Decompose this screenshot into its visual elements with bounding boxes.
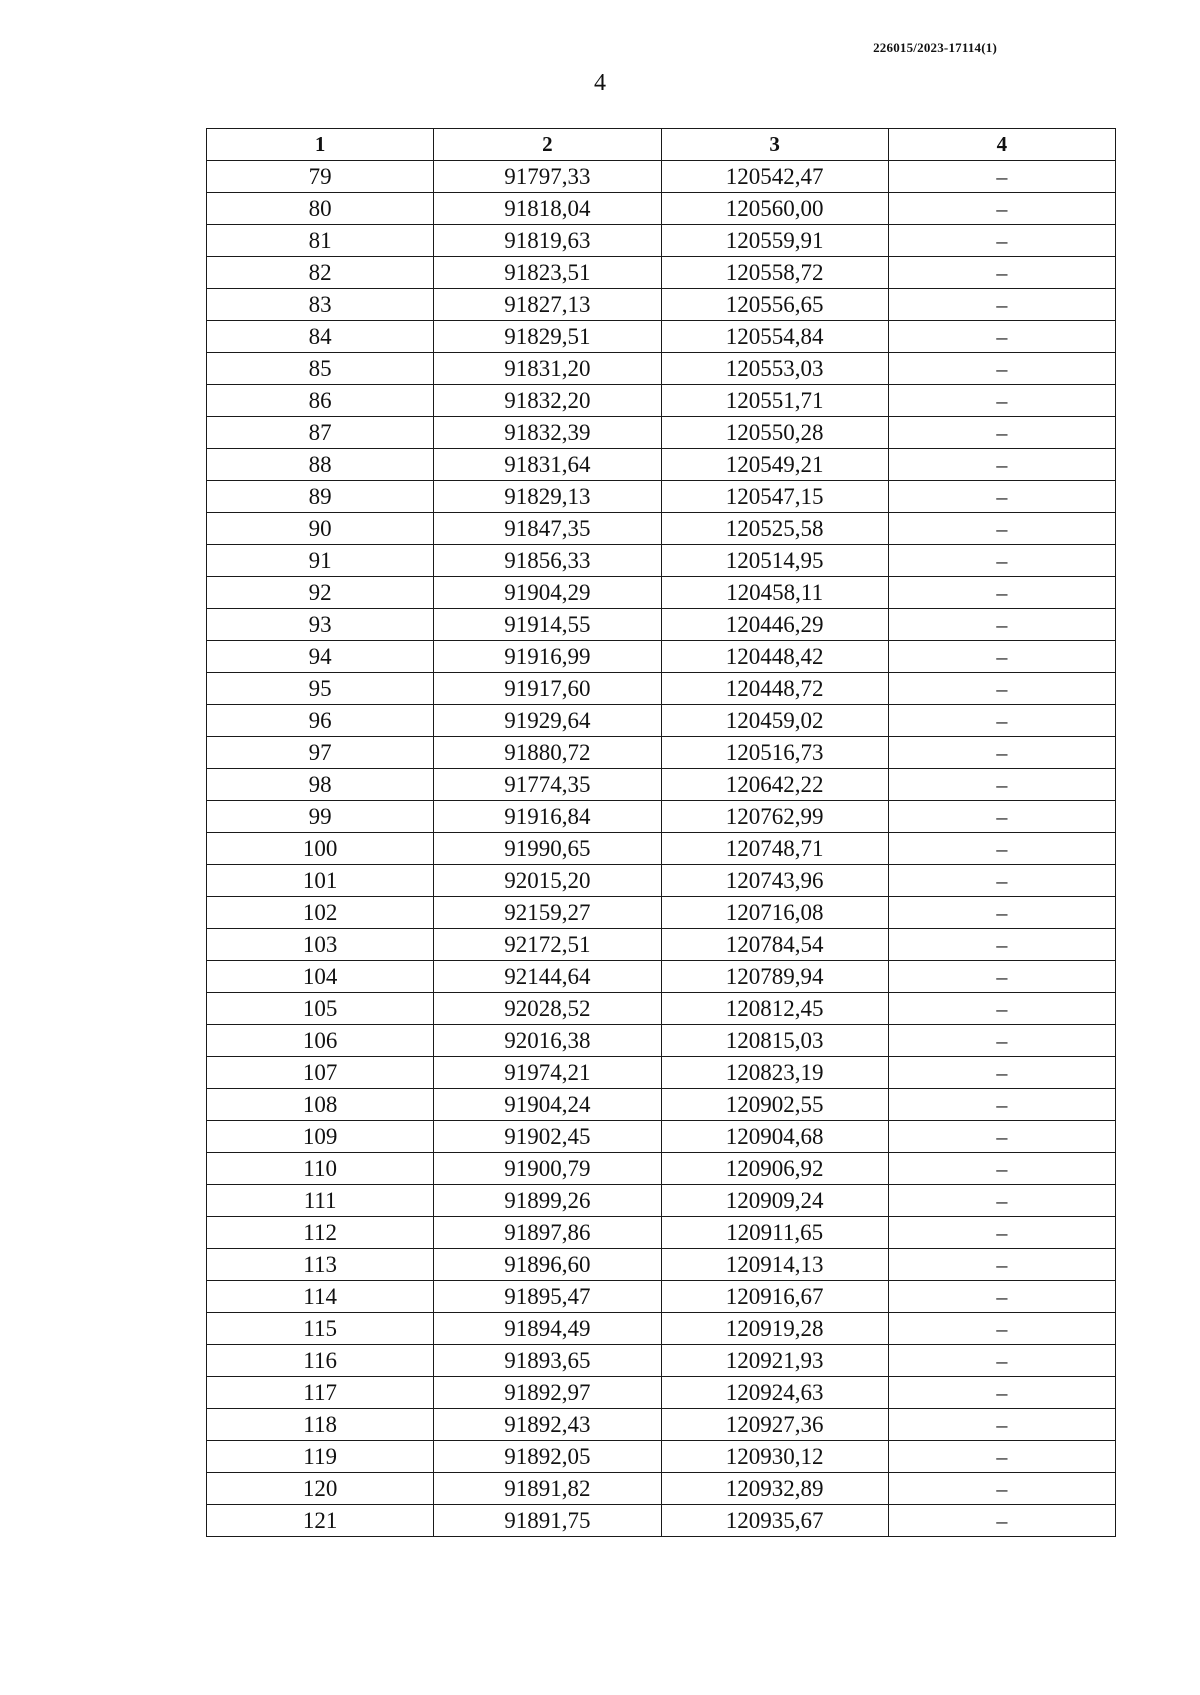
point-number-cell: 120 <box>207 1473 434 1505</box>
point-number-cell: 112 <box>207 1217 434 1249</box>
y-coordinate-cell: 120815,03 <box>661 1025 888 1057</box>
note-cell: – <box>888 513 1115 545</box>
x-coordinate-cell: 91917,60 <box>434 673 661 705</box>
x-coordinate-cell: 91892,43 <box>434 1409 661 1441</box>
y-coordinate-cell: 120560,00 <box>661 193 888 225</box>
note-cell: – <box>888 1313 1115 1345</box>
table-row <box>207 1505 1116 1537</box>
x-coordinate-cell: 91929,64 <box>434 705 661 737</box>
x-coordinate-cell: 91829,13 <box>434 481 661 513</box>
y-coordinate-cell: 120448,42 <box>661 641 888 673</box>
x-coordinate-cell: 91831,20 <box>434 353 661 385</box>
x-coordinate-cell: 92016,38 <box>434 1025 661 1057</box>
table-row <box>207 225 1116 257</box>
point-number-cell: 114 <box>207 1281 434 1313</box>
y-coordinate-cell: 120553,03 <box>661 353 888 385</box>
table-row <box>207 993 1116 1025</box>
point-number-cell: 88 <box>207 449 434 481</box>
x-coordinate-cell: 92159,27 <box>434 897 661 929</box>
note-cell: – <box>888 1057 1115 1089</box>
x-coordinate-cell: 91829,51 <box>434 321 661 353</box>
y-coordinate-cell: 120459,02 <box>661 705 888 737</box>
note-cell: – <box>888 1345 1115 1377</box>
table-body <box>207 161 1116 1537</box>
x-coordinate-cell: 91897,86 <box>434 1217 661 1249</box>
table-row <box>207 1345 1116 1377</box>
note-cell: – <box>888 225 1115 257</box>
coordinates-table <box>206 128 1116 1537</box>
table-row <box>207 353 1116 385</box>
x-coordinate-cell: 91892,05 <box>434 1441 661 1473</box>
note-cell: – <box>888 769 1115 801</box>
note-cell: – <box>888 1217 1115 1249</box>
note-cell: – <box>888 1441 1115 1473</box>
point-number-cell: 101 <box>207 865 434 897</box>
point-number-cell: 96 <box>207 705 434 737</box>
x-coordinate-cell: 91916,84 <box>434 801 661 833</box>
x-coordinate-cell: 91974,21 <box>434 1057 661 1089</box>
x-coordinate-cell: 91895,47 <box>434 1281 661 1313</box>
table-header-row <box>207 129 1116 161</box>
x-coordinate-cell: 91900,79 <box>434 1153 661 1185</box>
y-coordinate-cell: 120935,67 <box>661 1505 888 1537</box>
x-coordinate-cell: 91832,20 <box>434 385 661 417</box>
point-number-cell: 99 <box>207 801 434 833</box>
point-number-cell: 105 <box>207 993 434 1025</box>
x-coordinate-cell: 91831,64 <box>434 449 661 481</box>
table-row <box>207 1025 1116 1057</box>
table-row <box>207 769 1116 801</box>
x-coordinate-cell: 91856,33 <box>434 545 661 577</box>
y-coordinate-cell: 120930,12 <box>661 1441 888 1473</box>
point-number-cell: 84 <box>207 321 434 353</box>
x-coordinate-cell: 91891,75 <box>434 1505 661 1537</box>
note-cell: – <box>888 961 1115 993</box>
y-coordinate-cell: 120762,99 <box>661 801 888 833</box>
table-row <box>207 513 1116 545</box>
point-number-cell: 91 <box>207 545 434 577</box>
x-coordinate-cell: 91818,04 <box>434 193 661 225</box>
column-header-4: 4 <box>888 129 1115 161</box>
table-row <box>207 321 1116 353</box>
note-cell: – <box>888 1025 1115 1057</box>
x-coordinate-cell: 91774,35 <box>434 769 661 801</box>
point-number-cell: 85 <box>207 353 434 385</box>
point-number-cell: 90 <box>207 513 434 545</box>
y-coordinate-cell: 120556,65 <box>661 289 888 321</box>
x-coordinate-cell: 91914,55 <box>434 609 661 641</box>
x-coordinate-cell: 91893,65 <box>434 1345 661 1377</box>
x-coordinate-cell: 91904,29 <box>434 577 661 609</box>
point-number-cell: 79 <box>207 161 434 193</box>
point-number-cell: 115 <box>207 1313 434 1345</box>
column-header-2: 2 <box>434 129 661 161</box>
x-coordinate-cell: 91904,24 <box>434 1089 661 1121</box>
y-coordinate-cell: 120823,19 <box>661 1057 888 1089</box>
point-number-cell: 119 <box>207 1441 434 1473</box>
note-cell: – <box>888 833 1115 865</box>
note-cell: – <box>888 897 1115 929</box>
y-coordinate-cell: 120902,55 <box>661 1089 888 1121</box>
y-coordinate-cell: 120906,92 <box>661 1153 888 1185</box>
x-coordinate-cell: 91819,63 <box>434 225 661 257</box>
table-row <box>207 673 1116 705</box>
table-row <box>207 1057 1116 1089</box>
y-coordinate-cell: 120549,21 <box>661 449 888 481</box>
note-cell: – <box>888 1153 1115 1185</box>
table-row <box>207 737 1116 769</box>
note-cell: – <box>888 737 1115 769</box>
point-number-cell: 111 <box>207 1185 434 1217</box>
y-coordinate-cell: 120914,13 <box>661 1249 888 1281</box>
note-cell: – <box>888 449 1115 481</box>
point-number-cell: 117 <box>207 1377 434 1409</box>
x-coordinate-cell: 92144,64 <box>434 961 661 993</box>
point-number-cell: 95 <box>207 673 434 705</box>
x-coordinate-cell: 91899,26 <box>434 1185 661 1217</box>
y-coordinate-cell: 120789,94 <box>661 961 888 993</box>
document-registration-number: 226015/2023-17114(1) <box>873 40 997 55</box>
column-header-3: 3 <box>661 129 888 161</box>
y-coordinate-cell: 120919,28 <box>661 1313 888 1345</box>
table-row <box>207 1153 1116 1185</box>
note-cell: – <box>888 1281 1115 1313</box>
point-number-cell: 103 <box>207 929 434 961</box>
point-number-cell: 89 <box>207 481 434 513</box>
y-coordinate-cell: 120558,72 <box>661 257 888 289</box>
table-row <box>207 385 1116 417</box>
x-coordinate-cell: 91902,45 <box>434 1121 661 1153</box>
note-cell: – <box>888 801 1115 833</box>
point-number-cell: 100 <box>207 833 434 865</box>
table-row <box>207 1281 1116 1313</box>
x-coordinate-cell: 91847,35 <box>434 513 661 545</box>
table-row <box>207 417 1116 449</box>
y-coordinate-cell: 120909,24 <box>661 1185 888 1217</box>
table-row <box>207 1121 1116 1153</box>
note-cell: – <box>888 1505 1115 1537</box>
table-row <box>207 865 1116 897</box>
y-coordinate-cell: 120551,71 <box>661 385 888 417</box>
table-row <box>207 929 1116 961</box>
note-cell: – <box>888 577 1115 609</box>
x-coordinate-cell: 91894,49 <box>434 1313 661 1345</box>
point-number-cell: 108 <box>207 1089 434 1121</box>
table-row <box>207 1409 1116 1441</box>
note-cell: – <box>888 641 1115 673</box>
note-cell: – <box>888 1473 1115 1505</box>
point-number-cell: 82 <box>207 257 434 289</box>
y-coordinate-cell: 120932,89 <box>661 1473 888 1505</box>
y-coordinate-cell: 120927,36 <box>661 1409 888 1441</box>
page-number: 4 <box>594 70 606 96</box>
note-cell: – <box>888 1377 1115 1409</box>
y-coordinate-cell: 120559,91 <box>661 225 888 257</box>
y-coordinate-cell: 120554,84 <box>661 321 888 353</box>
table-row <box>207 1377 1116 1409</box>
point-number-cell: 102 <box>207 897 434 929</box>
y-coordinate-cell: 120516,73 <box>661 737 888 769</box>
note-cell: – <box>888 865 1115 897</box>
note-cell: – <box>888 1089 1115 1121</box>
x-coordinate-cell: 91827,13 <box>434 289 661 321</box>
y-coordinate-cell: 120458,11 <box>661 577 888 609</box>
note-cell: – <box>888 1185 1115 1217</box>
y-coordinate-cell: 120448,72 <box>661 673 888 705</box>
x-coordinate-cell: 91823,51 <box>434 257 661 289</box>
point-number-cell: 106 <box>207 1025 434 1057</box>
note-cell: – <box>888 1249 1115 1281</box>
y-coordinate-cell: 120547,15 <box>661 481 888 513</box>
table-row <box>207 897 1116 929</box>
point-number-cell: 83 <box>207 289 434 321</box>
table-row <box>207 1313 1116 1345</box>
x-coordinate-cell: 91832,39 <box>434 417 661 449</box>
point-number-cell: 104 <box>207 961 434 993</box>
note-cell: – <box>888 321 1115 353</box>
table-row <box>207 481 1116 513</box>
note-cell: – <box>888 289 1115 321</box>
table-row <box>207 1185 1116 1217</box>
table-row <box>207 161 1116 193</box>
point-number-cell: 109 <box>207 1121 434 1153</box>
y-coordinate-cell: 120642,22 <box>661 769 888 801</box>
x-coordinate-cell: 91797,33 <box>434 161 661 193</box>
table-row <box>207 1217 1116 1249</box>
note-cell: – <box>888 161 1115 193</box>
x-coordinate-cell: 92028,52 <box>434 993 661 1025</box>
point-number-cell: 98 <box>207 769 434 801</box>
point-number-cell: 107 <box>207 1057 434 1089</box>
point-number-cell: 113 <box>207 1249 434 1281</box>
point-number-cell: 116 <box>207 1345 434 1377</box>
table-row <box>207 801 1116 833</box>
table-row <box>207 1473 1116 1505</box>
point-number-cell: 80 <box>207 193 434 225</box>
x-coordinate-cell: 92015,20 <box>434 865 661 897</box>
table-row <box>207 641 1116 673</box>
note-cell: – <box>888 673 1115 705</box>
point-number-cell: 92 <box>207 577 434 609</box>
point-number-cell: 110 <box>207 1153 434 1185</box>
x-coordinate-cell: 91892,97 <box>434 1377 661 1409</box>
y-coordinate-cell: 120921,93 <box>661 1345 888 1377</box>
x-coordinate-cell: 91990,65 <box>434 833 661 865</box>
note-cell: – <box>888 257 1115 289</box>
note-cell: – <box>888 929 1115 961</box>
table-row <box>207 1249 1116 1281</box>
y-coordinate-cell: 120525,58 <box>661 513 888 545</box>
y-coordinate-cell: 120916,67 <box>661 1281 888 1313</box>
table-row <box>207 961 1116 993</box>
table-row <box>207 609 1116 641</box>
point-number-cell: 93 <box>207 609 434 641</box>
note-cell: – <box>888 705 1115 737</box>
point-number-cell: 121 <box>207 1505 434 1537</box>
point-number-cell: 86 <box>207 385 434 417</box>
y-coordinate-cell: 120743,96 <box>661 865 888 897</box>
y-coordinate-cell: 120784,54 <box>661 929 888 961</box>
y-coordinate-cell: 120812,45 <box>661 993 888 1025</box>
y-coordinate-cell: 120748,71 <box>661 833 888 865</box>
table-row <box>207 1089 1116 1121</box>
y-coordinate-cell: 120911,65 <box>661 1217 888 1249</box>
y-coordinate-cell: 120924,63 <box>661 1377 888 1409</box>
table-row <box>207 257 1116 289</box>
note-cell: – <box>888 417 1115 449</box>
note-cell: – <box>888 1409 1115 1441</box>
note-cell: – <box>888 609 1115 641</box>
note-cell: – <box>888 545 1115 577</box>
point-number-cell: 97 <box>207 737 434 769</box>
y-coordinate-cell: 120514,95 <box>661 545 888 577</box>
note-cell: – <box>888 993 1115 1025</box>
point-number-cell: 118 <box>207 1409 434 1441</box>
note-cell: – <box>888 385 1115 417</box>
x-coordinate-cell: 91880,72 <box>434 737 661 769</box>
point-number-cell: 94 <box>207 641 434 673</box>
point-number-cell: 81 <box>207 225 434 257</box>
table-row <box>207 833 1116 865</box>
note-cell: – <box>888 353 1115 385</box>
x-coordinate-cell: 91891,82 <box>434 1473 661 1505</box>
table-row <box>207 705 1116 737</box>
table-row <box>207 577 1116 609</box>
table-row <box>207 289 1116 321</box>
note-cell: – <box>888 1121 1115 1153</box>
y-coordinate-cell: 120904,68 <box>661 1121 888 1153</box>
y-coordinate-cell: 120550,28 <box>661 417 888 449</box>
x-coordinate-cell: 92172,51 <box>434 929 661 961</box>
column-header-1: 1 <box>207 129 434 161</box>
table-row <box>207 449 1116 481</box>
y-coordinate-cell: 120446,29 <box>661 609 888 641</box>
y-coordinate-cell: 120542,47 <box>661 161 888 193</box>
table-row <box>207 1441 1116 1473</box>
point-number-cell: 87 <box>207 417 434 449</box>
y-coordinate-cell: 120716,08 <box>661 897 888 929</box>
x-coordinate-cell: 91896,60 <box>434 1249 661 1281</box>
note-cell: – <box>888 193 1115 225</box>
note-cell: – <box>888 481 1115 513</box>
table-row <box>207 545 1116 577</box>
table-row <box>207 193 1116 225</box>
x-coordinate-cell: 91916,99 <box>434 641 661 673</box>
